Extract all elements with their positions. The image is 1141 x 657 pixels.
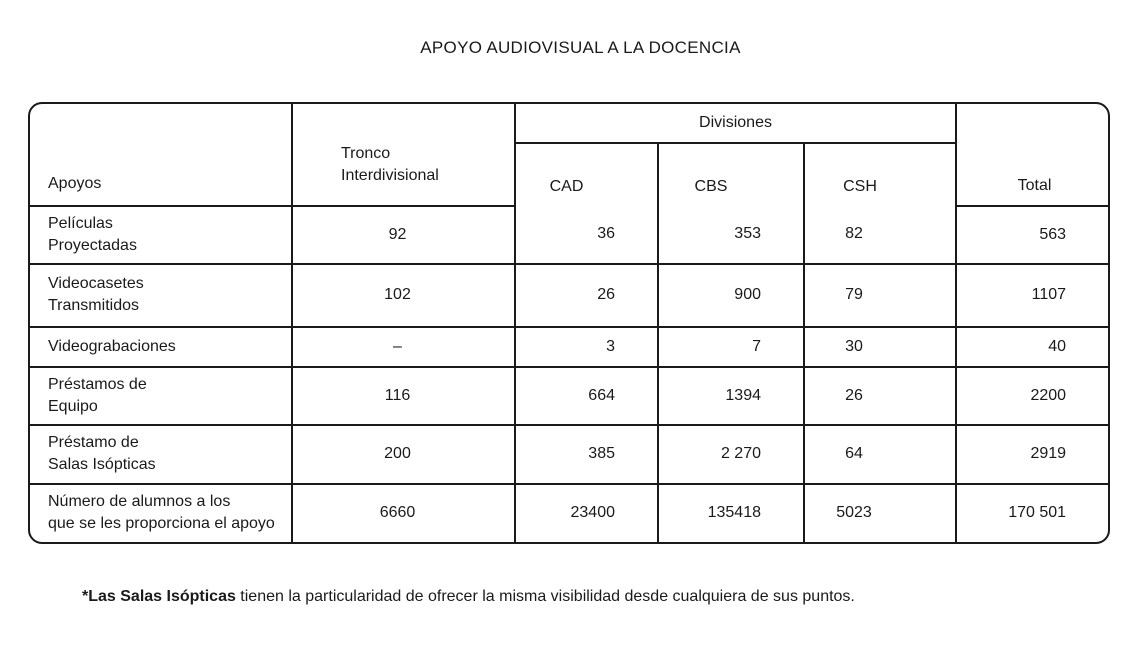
cell-total: 40 (956, 327, 1110, 367)
cell-cbs: 353 (658, 206, 804, 264)
cell-csh: 5023 (804, 484, 956, 542)
row-label: Videograbaciones (30, 327, 292, 367)
header-csh: CSH (804, 143, 956, 205)
row-label: Número de alumnos a los que se les proporciona el apoyo (30, 484, 292, 542)
table-row (30, 264, 1110, 326)
cell-total: 2200 (956, 367, 1110, 425)
cell-cbs: 135418 (658, 484, 804, 542)
header-cad: CAD (515, 143, 658, 205)
cell-csh: 64 (804, 425, 956, 483)
header-cbs: CBS (658, 143, 804, 205)
header-tronco: Tronco Interdivisional (292, 104, 515, 206)
footnote: *Las Salas Isópticas tienen la particularidad de ofrecer la misma visibilidad desde cualquiera de sus puntos. (82, 588, 855, 605)
table-row (30, 327, 1110, 367)
data-table (30, 104, 1110, 542)
table-row (30, 206, 1110, 264)
cell-tronco: 6660 (292, 484, 515, 542)
cell-total: 170 501 (956, 484, 1110, 542)
cell-tronco: – (292, 327, 515, 367)
page-title: APOYO AUDIOVISUAL A LA DOCENCIA (420, 38, 741, 57)
row-label: Préstamos de Equipo (30, 367, 292, 425)
cell-cad: 3 (515, 327, 658, 367)
cell-cbs: 1394 (658, 367, 804, 425)
cell-cbs: 7 (658, 327, 804, 367)
cell-cad: 36 (515, 206, 658, 264)
cell-csh: 79 (804, 264, 956, 326)
cell-cad: 26 (515, 264, 658, 326)
table-row (30, 484, 1110, 542)
cell-tronco: 92 (292, 206, 515, 264)
cell-total: 2919 (956, 425, 1110, 483)
header-divisiones: Divisiones (515, 104, 956, 143)
cell-cad: 385 (515, 425, 658, 483)
cell-cad: 664 (515, 367, 658, 425)
cell-cbs: 900 (658, 264, 804, 326)
cell-tronco: 116 (292, 367, 515, 425)
table-row (30, 367, 1110, 425)
header-total: Total (956, 104, 1110, 206)
cell-cad: 23400 (515, 484, 658, 542)
row-label: Películas Proyectadas (30, 206, 292, 264)
cell-csh: 26 (804, 367, 956, 425)
data-table-frame (28, 102, 1110, 544)
row-label: Videocasetes Transmitidos (30, 264, 292, 326)
cell-csh: 82 (804, 206, 956, 264)
cell-cbs: 2 270 (658, 425, 804, 483)
cell-csh: 30 (804, 327, 956, 367)
cell-total: 1107 (956, 264, 1110, 326)
table-row (30, 425, 1110, 483)
cell-tronco: 200 (292, 425, 515, 483)
header-apoyos: Apoyos (30, 104, 292, 206)
cell-tronco: 102 (292, 264, 515, 326)
cell-total: 563 (956, 206, 1110, 264)
row-label: Préstamo de Salas Isópticas (30, 425, 292, 483)
